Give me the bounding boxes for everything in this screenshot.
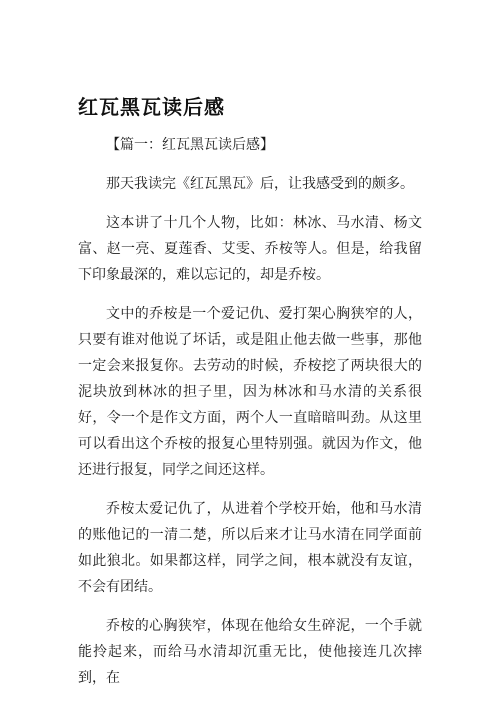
paragraph: 乔桉太爱记仇了，从进着个学校开始，他和马水清的账他记的一清二楚，所以后来才让马水清在同学面前如此狼北。如果都这样，同学之间，根本就没有友谊，不会有团结。 — [78, 501, 422, 595]
paragraph: 文中的乔桉是一个爱记仇、爱打架心胸狭窄的人，只要有谁对他说了坏话，或是阻止他去做一些事，那他一定会来报复你。去劳动的时候，乔桉挖了两块很大的泥块放到林冰的担子里，因为林冰和马水清的关系很好，令一个是作文方面，两个人一直暗暗叫劲。从这里可以看出这个乔桉的报复心里特别强。就因为作文，他还进行报复，同学之间还这样。 — [78, 306, 422, 478]
section-heading: 【篇一：红瓦黑瓦读后感】 — [106, 137, 274, 153]
document-title: 红瓦黑瓦读后感 — [78, 95, 225, 119]
paragraph: 那天我读完《红瓦黑瓦》后，让我感受到的颇多。 — [106, 176, 414, 192]
paragraph: 乔桉的心胸狭窄，体现在他给女生碎泥，一个手就能拎起来，而给马水清却沉重无比，使他接连几次摔到，在 — [78, 618, 422, 686]
paragraph: 这本讲了十几个人物，比如：林冰、马水清、杨文富、赵一亮、夏莲香、艾雯、乔桉等人。但是，给我留下印象最深的，难以忘记的，却是乔桉。 — [78, 215, 422, 283]
document-body — [78, 132, 422, 704]
